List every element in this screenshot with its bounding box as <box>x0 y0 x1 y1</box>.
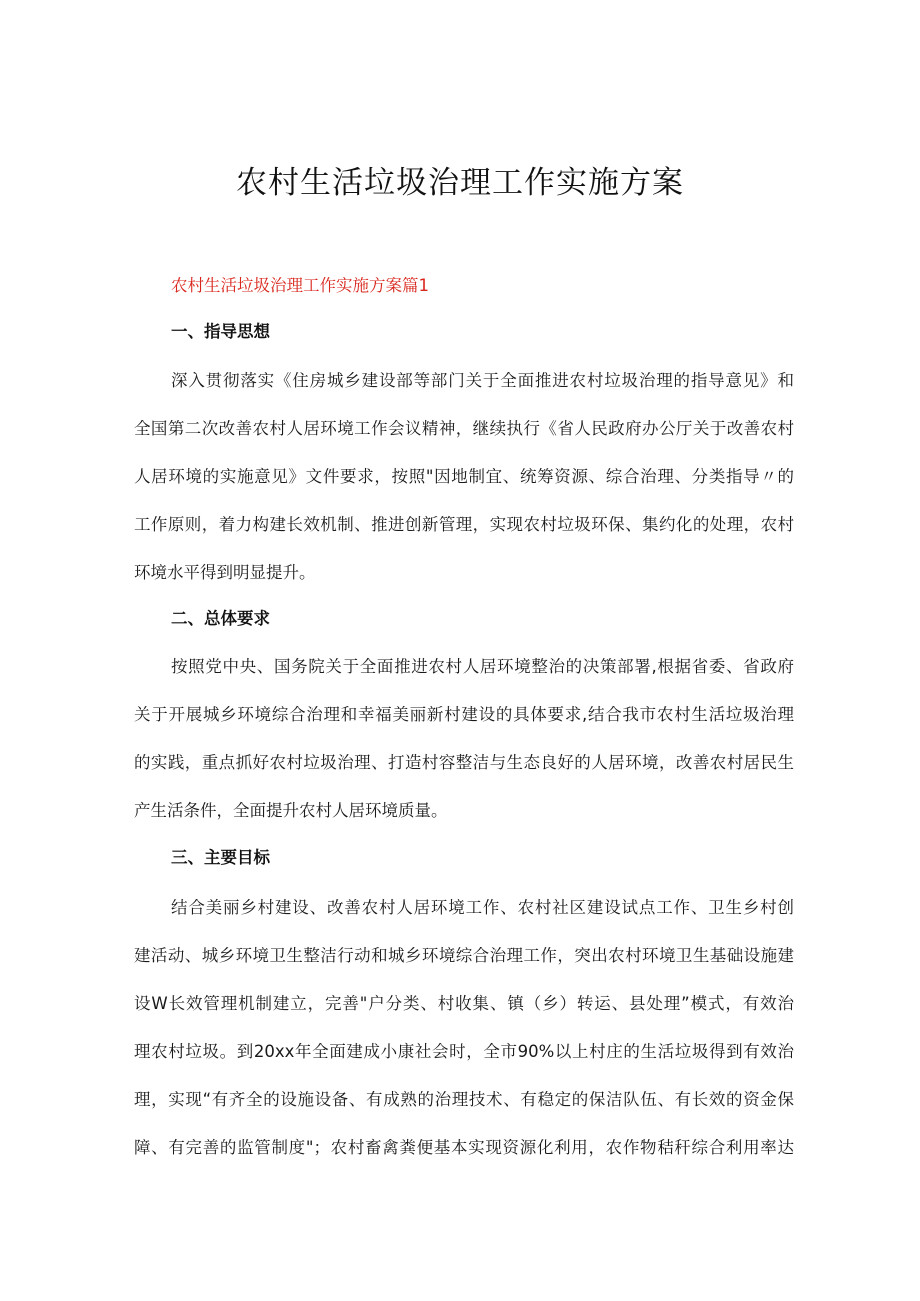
paragraph-line: 建活动、城乡环境卫生整洁行动和城乡环境综合治理工作，突出农村环境卫生基础设施建 <box>134 946 794 965</box>
paragraph-line: 全国第二次改善农村人居环境工作会议精神，继续执行《省人民政府办公厅关于改善农村 <box>134 419 794 438</box>
section-heading-general-requirements: 二、总体要求 <box>171 609 270 628</box>
paragraph-line: 深入贯彻落实《住房城乡建设部等部门关于全面推进农村垃圾治理的指导意见》和 <box>171 371 794 390</box>
section-paragraph-general-requirements <box>134 643 794 835</box>
paragraph-line: 关于开展城乡环境综合治理和幸福美丽新村建设的具体要求,结合我市农村生活垃圾治理 <box>134 705 794 724</box>
paragraph-line: 按照党中央、国务院关于全面推进农村人居环境整治的决策部署,根据省委、省政府 <box>171 657 794 676</box>
paragraph-line: 理农村垃圾。到20xx年全面建成小康社会时，全市90%以上村庄的生活垃圾得到有效治 <box>134 1042 794 1061</box>
paragraph-line: 结合美丽乡村建设、改善农村人居环境工作、农村社区建设试点工作、卫生乡村创 <box>171 898 794 917</box>
paragraph-line: 障、有完善的监管制度"；农村畜禽粪便基本实现资源化利用，农作物秸秆综合利用率达 <box>134 1138 794 1157</box>
paragraph-line: 设W长效管理机制建立，完善"户分类、村收集、镇（乡）转运、县处理”模式，有效治 <box>134 994 794 1013</box>
paragraph-line: 的实践，重点抓好农村垃圾治理、打造村容整洁与生态良好的人居环境，改善农村居民生 <box>134 753 794 772</box>
paragraph-line: 人居环境的实施意见》文件要求，按照"因地制宜、统筹资源、综合治理、分类指导〃的 <box>134 467 794 486</box>
document-subtitle: 农村生活垃圾治理工作实施方案篇1 <box>171 276 429 295</box>
paragraph-line: 工作原则，着力构建长效机制、推进创新管理，实现农村垃圾环保、集约化的处理，农村 <box>134 515 794 534</box>
section-heading-main-goals: 三、主要目标 <box>171 848 270 867</box>
section-paragraph-main-goals <box>134 884 794 1172</box>
section-heading-guiding-ideology: 一、指导思想 <box>171 322 270 341</box>
document-title: 农村生活垃圾治理工作实施方案 <box>236 164 684 201</box>
paragraph-line: 产生活条件，全面提升农村人居环境质量。 <box>134 801 448 820</box>
paragraph-line: 理，实现“有齐全的设施设备、有成熟的治理技术、有稳定的保洁队伍、有长效的资金保 <box>134 1090 794 1109</box>
section-paragraph-guiding-ideology <box>134 357 794 597</box>
paragraph-line: 环境水平得到明显提升。 <box>134 563 316 582</box>
